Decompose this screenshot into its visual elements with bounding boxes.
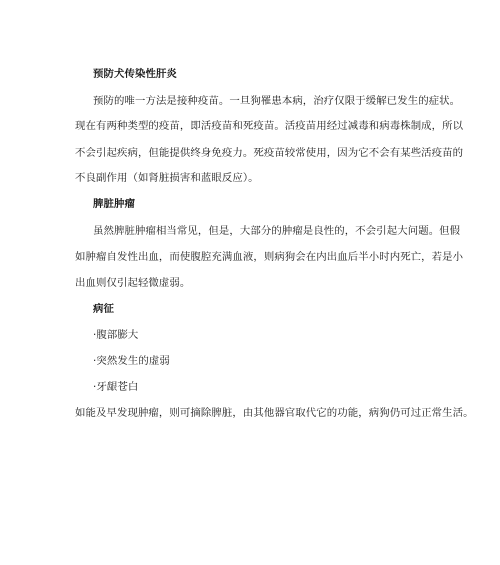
- symptom-list-item: ·腹部膨大: [93, 329, 139, 341]
- paragraph-line: 出血则仅引起轻微虚弱。: [75, 277, 191, 289]
- paragraph-line: 预防的唯一方法是接种疫苗。一旦狗罹患本病，治疗仅限于缓解已发生的症状。: [93, 95, 461, 107]
- paragraph-line: 虽然脾脏肿瘤相当常见，但是，大部分的肿瘤是良性的，不会引起大问题。但假: [93, 225, 461, 237]
- section-heading-hepatitis-prevention: 预防犬传染性肝炎: [93, 68, 177, 80]
- paragraph-line: 如肿瘤自发性出血，而使腹腔充满血液，则病狗会在内出血后半小时内死亡，若是小: [75, 251, 464, 263]
- section-heading-spleen-tumor: 脾脏肿瘤: [93, 198, 135, 210]
- paragraph-line: 现在有两种类型的疫苗，即活疫苗和死疫苗。活疫苗用经过减毒和病毒株制成，所以: [75, 120, 464, 132]
- paragraph-line: 不会引起疾病，但能提供终身免疫力。死疫苗较常使用，因为它不会有某些活疫苗的: [75, 147, 464, 159]
- section-heading-symptoms: 病征: [93, 303, 114, 315]
- symptom-list-item: ·突然发生的虚弱: [93, 355, 170, 367]
- symptom-list-item: ·牙龈苍白: [93, 381, 139, 393]
- closing-paragraph: 如能及早发现肿瘤，则可摘除脾脏，由其他器官取代它的功能，病狗仍可过正常生活。: [75, 407, 474, 419]
- paragraph-line: 不良副作用（如肾脏损害和蓝眼反应）。: [75, 172, 259, 184]
